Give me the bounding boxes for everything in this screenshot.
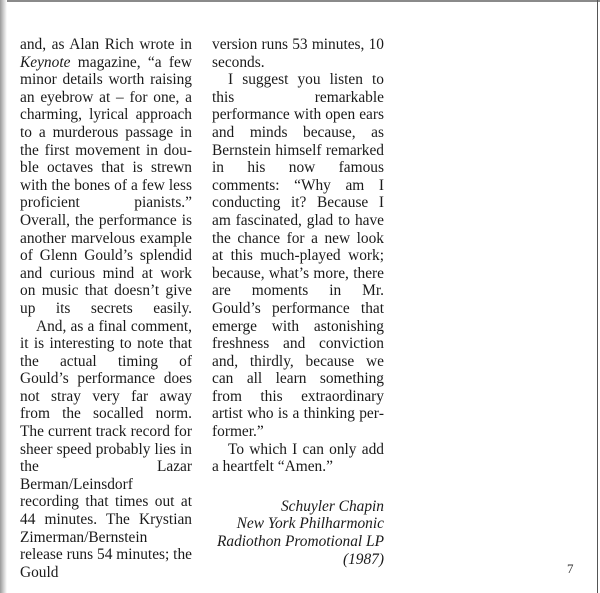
paragraph-gould-timing: version runs 53 minutes, 10 seconds. (212, 36, 384, 71)
signature-year: (1987) (342, 550, 384, 568)
signature-organization: New York Philharmonic (236, 515, 384, 533)
signature-author: Schuyler Chapin (280, 497, 384, 515)
signature-block (212, 498, 384, 568)
paragraph-amen: To which I can only add a heartfelt “Amen.” (212, 440, 384, 476)
right-text-column (212, 36, 384, 568)
magazine-title: Keynote (20, 53, 71, 71)
scan-top-edge (0, 0, 600, 2)
signature-source: Radiothon Promotional LP (216, 533, 384, 551)
paragraph-timing-comment: And, as a final comment, it is interesting to note that the actual timing of Gould’s performance does not stray very far away from the socalled norm. The current track record for sheer speed probably lies in the Lazar Berman/Leinsdorf recording that times out at 44 minutes. The Krystian Zimerman/Bernstein release runs 54 minutes; the Gould (20, 317, 192, 581)
paragraph-bernstein-quote: I suggest you listen to this remarkable performance with open ears and minds because, as Bernstein himself remarked in his now famous comments: “Why am I conducting it? Because I am fascinated, glad to have the chance for a new look at this much-played work; because, what’s more, there are moments in Mr. Gould’s performance that emerge with astonishing freshness and conviction and, thirdly, because we can all learn something from this extraordinary artist who is a thinking performer.” (212, 71, 384, 441)
left-text-column (20, 36, 192, 581)
page-number: 7 (567, 561, 574, 576)
scan-right-edge (597, 0, 598, 593)
paragraph-alan-rich-quote: and, as Alan Rich wrote in Keynote magazine, “a few minor details worth raising an eyebrow at – for one, a charming, lyrical approach to a murderous passage in the first movement in double octaves that is strewn with the bones of a few less proficient pianists.” Overall, the performance is another marvelous example of Glenn Gould’s splendid and curious mind at work on music that doesn’t give up its secrets easily. (20, 36, 192, 317)
scan-binding-shadow (0, 0, 7, 593)
